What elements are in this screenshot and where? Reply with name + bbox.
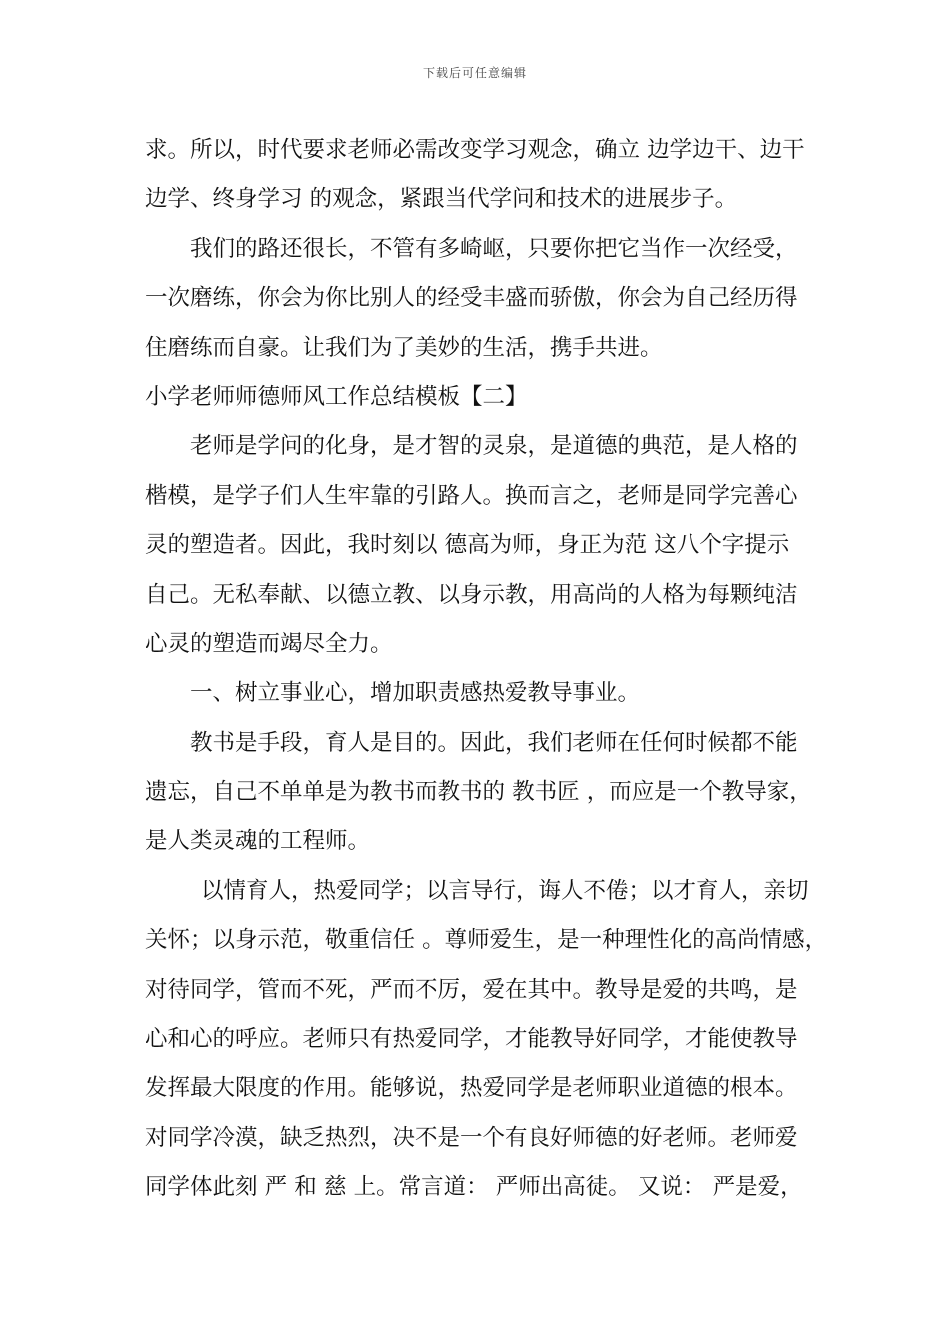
section-heading: 小学老师师德师风工作总结模板【二】 [145,383,528,410]
text-line: 同学体此刻 严 和 慈 上。常言道： 严师出高徒。 又说： 严是爱， [145,1174,803,1201]
text-line: 住磨练而自豪。让我们为了美妙的生活，携手共进。 [145,334,663,361]
text-line: 发挥最大限度的作用。能够说，热爱同学是老师职业道德的根本。 [145,1075,798,1102]
text-line: 楷模，是学子们人生牢靠的引路人。换而言之，老师是同学完善心 [145,482,798,509]
text-line: 灵的塑造者。因此，我时刻以 德高为师，身正为范 这八个字提示 [145,532,790,559]
page-header: 下载后可任意编辑 [422,66,527,80]
text-line: 自己。无私奉献、以德立教、以身示教，用高尚的人格为每颗纯洁 [145,581,798,608]
text-line: 我们的路还很长，不管有多崎岖，只要你把它当作一次经受， [190,235,798,262]
text-line: 边学、终身学习 的观念，紧跟当代学问和技术的进展步子。 [145,186,738,213]
text-line: 对同学冷漠，缺乏热烈，决不是一个有良好师德的好老师。老师爱 [145,1124,798,1151]
text-line: 求。所以，时代要求老师必需改变学习观念，确立 边学边干、边干 [145,137,805,163]
text-line: 关怀；以身示范，敬重信任 。尊师爱生，是一种理性化的高尚情感， [145,927,828,954]
text-line: 以情育人，热爱同学；以言导行，诲人不倦；以才育人，亲切 [201,877,809,904]
text-line: 老师是学问的化身，是才智的灵泉，是道德的典范，是人格的 [190,433,798,460]
text-line: 心灵的塑造而竭尽全力。 [145,630,393,657]
text-line: 遗忘，自己不单单是为教书而教书的 教书匠 ，而应是一个教导家， [145,779,812,806]
text-line: 是人类灵魂的工程师。 [145,828,371,855]
subsection-heading: 一、树立事业心，增加职责感热爱教导事业。 [190,680,641,707]
document-body [145,126,828,1213]
text-line: 心和心的呼应。老师只有热爱同学，才能教导好同学，才能使教导 [145,1026,798,1053]
text-line: 对待同学，管而不死，严而不厉，爱在其中。教导是爱的共鸣，是 [145,976,798,1003]
text-line: 一次磨练，你会为你比别人的经受丰盛而骄傲，你会为自己经历得 [145,285,798,312]
text-line: 教书是手段，育人是目的。因此，我们老师在任何时候都不能 [190,729,798,756]
